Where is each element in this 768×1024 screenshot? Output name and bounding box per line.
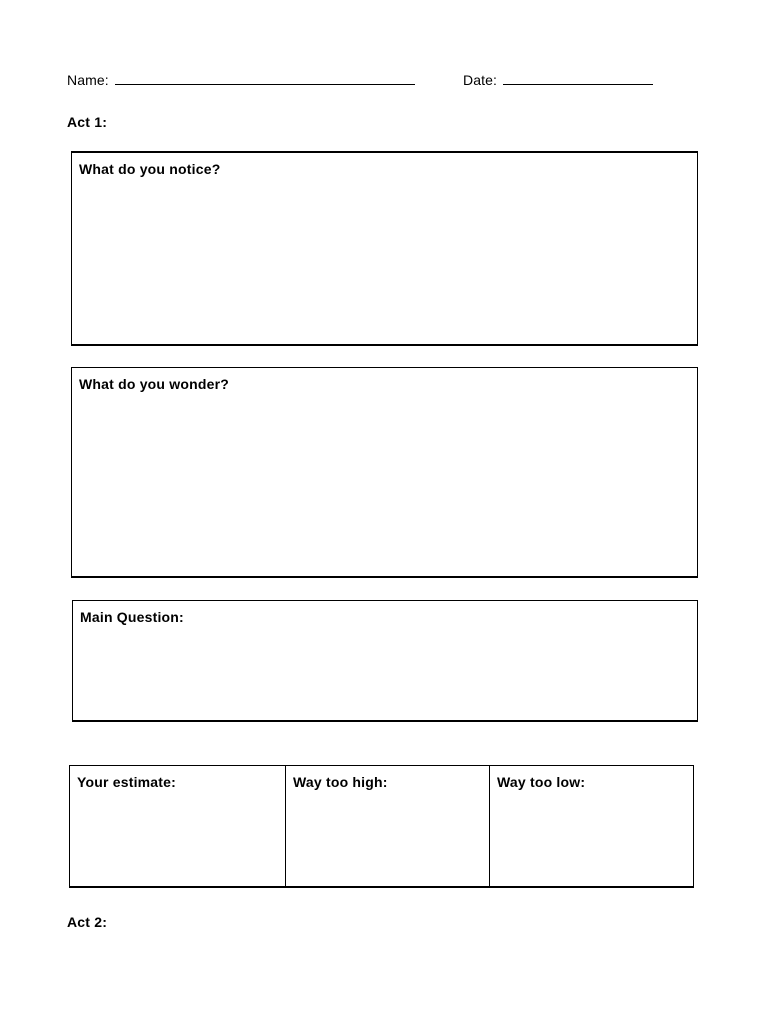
wonder-box[interactable] — [71, 367, 698, 578]
act1-heading: Act 1: — [67, 114, 108, 130]
name-blank-line[interactable] — [115, 70, 415, 85]
date-label: Date: — [463, 72, 497, 88]
date-blank-line[interactable] — [503, 70, 653, 85]
way-too-low-cell[interactable] — [489, 766, 693, 886]
name-field — [67, 70, 415, 88]
main-question-box[interactable] — [72, 600, 698, 722]
name-label: Name: — [67, 72, 109, 88]
way-too-high-cell[interactable] — [285, 766, 489, 886]
notice-label: What do you notice? — [79, 161, 221, 177]
notice-box[interactable] — [71, 151, 698, 346]
your-estimate-label: Your estimate: — [77, 774, 177, 790]
your-estimate-cell[interactable] — [70, 766, 285, 886]
way-too-high-label: Way too high: — [293, 774, 388, 790]
act2-heading: Act 2: — [67, 914, 108, 930]
way-too-low-label: Way too low: — [497, 774, 586, 790]
main-question-label: Main Question: — [80, 609, 184, 625]
date-field — [463, 70, 653, 88]
estimate-table — [69, 765, 694, 888]
wonder-label: What do you wonder? — [79, 376, 230, 392]
